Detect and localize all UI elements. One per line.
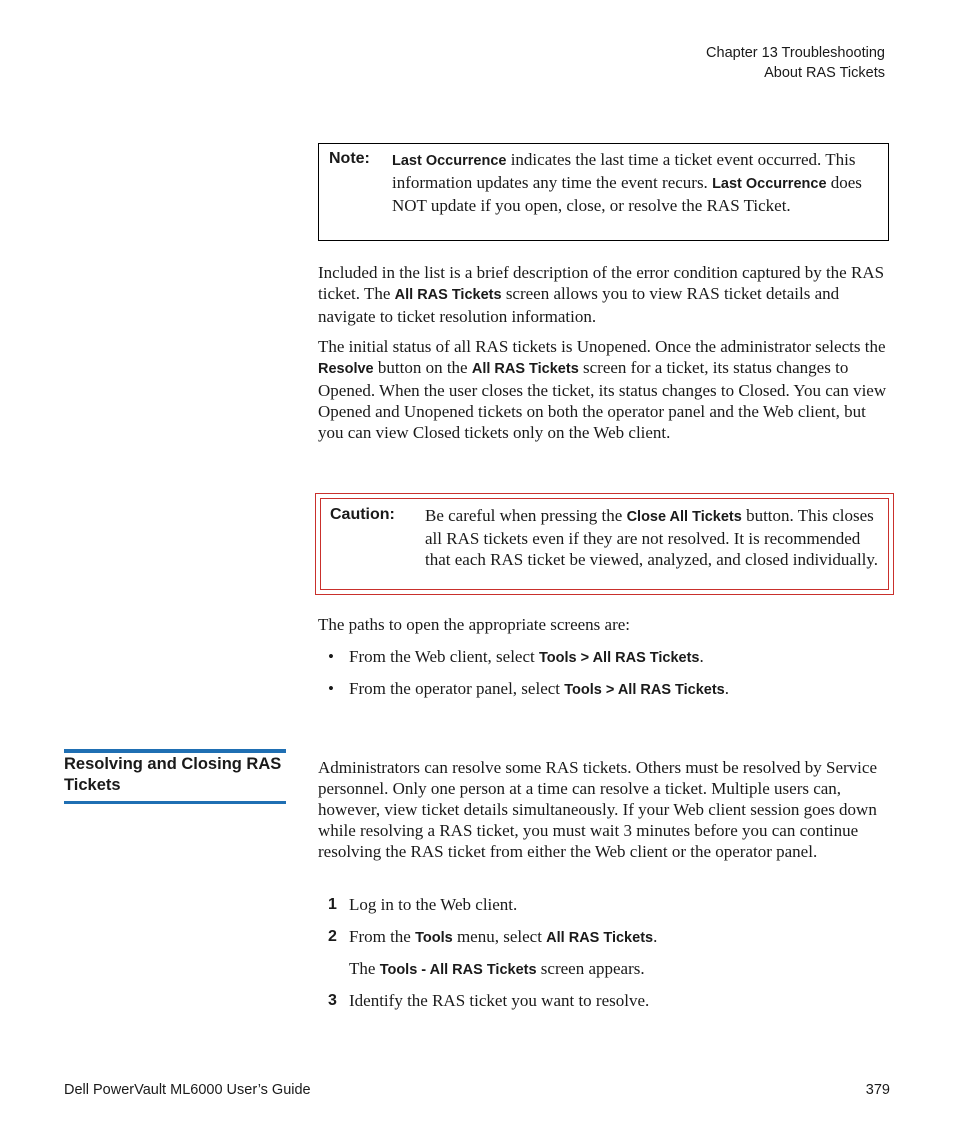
para2-part3: button on the [373, 358, 472, 377]
paragraph-resolving: Administrators can resolve some RAS tickets. Others must be resolved by Service personnel. Only one person at a time can resolve a ticket. Multiple users can, however, view ticket details simultaneously. If your Web client session goes down while resolving a RAS ticket, you must wait 3 minutes before you can continue resolving the RAS ticket from either the Web client or the operator panel. [318, 758, 877, 861]
section-heading [64, 749, 286, 804]
bullet2-part1: From the operator panel, select [349, 679, 565, 698]
step2-part5: . [653, 927, 658, 946]
step2-term-all-ras-tickets: All RAS Tickets [546, 930, 654, 946]
step2-term-tools: Tools [415, 930, 453, 946]
caution-part3: button. This closes all RAS tickets even if they are not resolved. It is recommended that each RAS ticket be viewed, analyzed, and closed individually. [425, 506, 879, 569]
footer-guide-title: Dell PowerVault ML6000 User’s Guide [64, 1082, 311, 1098]
note-text-part: indicates the last time a ticket event occurred. This information updates any time the event recurs. [392, 150, 856, 192]
caution-box [315, 493, 894, 595]
step2-result-part3: screen appears. [536, 959, 645, 978]
para2-part5: screen for a ticket, its status changes to Opened. When the user closes the ticket, its status changes to Closed. You can view Opened and Unopened tickets on both the operator panel and the Web client, but you can view Closed tickets only on the Web client. [318, 358, 887, 442]
note-text-part-2: does NOT update if you open, close, or resolve the RAS Ticket. [392, 173, 862, 215]
caution-term-close-all-tickets: Close All Tickets [626, 509, 742, 525]
step-1-text: Log in to the Web client. [349, 895, 518, 914]
heading-rule-top [64, 749, 286, 753]
heading-rule-bottom [64, 801, 286, 804]
para2-part1: The initial status of all RAS tickets is Unopened. Once the administrator selects the [318, 337, 886, 356]
caution-text [425, 505, 880, 570]
step2-part3: menu, select [452, 927, 547, 946]
note-term-last-occurrence: Last Occurrence [392, 153, 507, 169]
note-label: Note: [329, 150, 370, 167]
para2-term-resolve: Resolve [318, 361, 374, 377]
para1-term-all-ras-tickets: All RAS Tickets [394, 287, 502, 303]
note-box [318, 143, 889, 241]
header-section: About RAS Tickets [764, 65, 885, 81]
bullet1-path: Tools > All RAS Tickets [539, 650, 700, 666]
bullet-mark: • [328, 647, 334, 666]
bullet2-part3: . [724, 679, 729, 698]
para1-part1: Included in the list is a brief description of the error condition captured by the RAS ticket. The [318, 263, 885, 303]
step-number-3: 3 [328, 992, 337, 1009]
caution-label: Caution: [330, 506, 395, 523]
bullet1-part1: From the Web client, select [349, 647, 539, 666]
bullet-item-operator-panel [349, 678, 729, 701]
caution-part1: Be careful when pressing the [425, 506, 627, 525]
paths-intro: The paths to open the appropriate screens are: [318, 615, 631, 634]
paragraph-ras-list [318, 262, 890, 327]
para1-part3: screen allows you to view RAS ticket details and navigate to ticket resolution information. [318, 284, 840, 326]
step-2-text [349, 926, 657, 949]
bullet-mark: • [328, 679, 334, 698]
para2-term-all-ras-tickets: All RAS Tickets [471, 361, 579, 377]
paragraph-ticket-status [318, 336, 890, 443]
step2-result-part1: The [349, 959, 380, 978]
caution-inner-frame [320, 498, 889, 590]
bullet-item-web-client [349, 646, 704, 669]
note-text [392, 149, 880, 216]
step-number-1: 1 [328, 896, 337, 913]
section-heading-text: Resolving and Closing RAS Tickets [64, 755, 282, 794]
step2-result-screen: Tools - All RAS Tickets [379, 962, 537, 978]
bullet1-part3: . [699, 647, 704, 666]
header-chapter: Chapter 13 Troubleshooting [706, 45, 885, 61]
step2-part1: From the [349, 927, 416, 946]
step-3-text: Identify the RAS ticket you want to resolve. [349, 991, 650, 1010]
bullet2-path: Tools > All RAS Tickets [564, 682, 725, 698]
step-2-result [349, 958, 645, 981]
step-number-2: 2 [328, 928, 337, 945]
note-term-last-occurrence-2: Last Occurrence [712, 176, 827, 192]
footer-page-number: 379 [865, 1082, 890, 1098]
